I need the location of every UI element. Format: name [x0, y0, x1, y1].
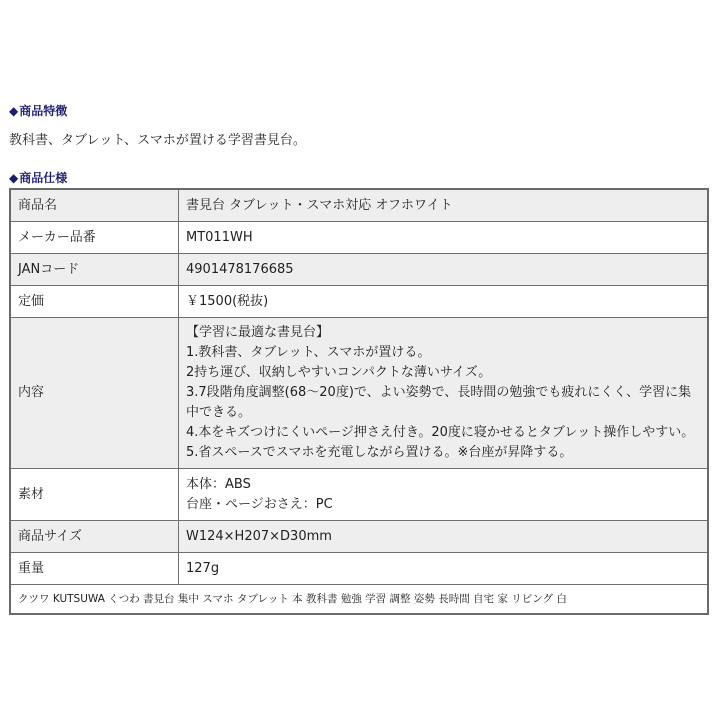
table-row-keywords — [10, 585, 708, 615]
row-label: JANコード — [10, 254, 179, 286]
keywords-text: クツワ KUTSUWA くつわ 書見台 集中 スマホ タブレット 本 教科書 勉強 学習 調整 姿勢 長時間 自宅 家 リビング 白 — [10, 585, 708, 615]
row-label: 内容 — [10, 318, 179, 469]
content-line: 5.省スペースでスマホを充電しながら置ける。※台座が昇降する。 — [186, 445, 573, 460]
row-value — [179, 318, 709, 469]
specs-heading-text: 商品仕様 — [19, 171, 68, 185]
row-value: 4901478176685 — [179, 254, 709, 286]
table-row-weight — [10, 553, 708, 585]
row-value: 書見台 タブレット・スマホ対応 オフホワイト — [179, 189, 709, 222]
material-line: 台座・ページおさえ：PC — [186, 496, 333, 512]
table-row-model-number — [10, 222, 708, 254]
material-line: 本体：ABS — [186, 476, 251, 492]
row-value — [179, 469, 709, 521]
table-row-price — [10, 286, 708, 318]
content-line: 4.本をキズつけにくいページ押さえ付き。20度に寝かせるとタブレット操作しやすい。 — [186, 425, 695, 440]
features-description: 教科書、タブレット、スマホが置ける学習書見台。 — [9, 133, 306, 148]
table-row-size — [10, 521, 708, 553]
content-line: 中できる。 — [186, 405, 252, 420]
row-value: 127g — [179, 553, 709, 585]
content-line: 3.7段階角度調整(68～20度)で、よい姿勢で、長時間の勉強でも疲れにくく、学習に集 — [186, 385, 692, 400]
table-row-jan-code — [10, 254, 708, 286]
row-value: W124×H207×D30mm — [179, 521, 709, 553]
row-label: 定価 — [10, 286, 179, 318]
spec-table — [9, 188, 709, 615]
diamond-bullet-icon: ◆ — [9, 171, 19, 185]
specs-heading — [9, 169, 67, 186]
row-label: 商品名 — [10, 189, 179, 222]
row-value: MT011WH — [179, 222, 709, 254]
content-line: 2持ち運び、収納しやすいコンパクトな薄いサイズ。 — [186, 365, 492, 380]
row-label: 商品サイズ — [10, 521, 179, 553]
table-row-product-name — [10, 189, 708, 222]
content-line: 【学習に最適な書見台】 — [186, 325, 330, 340]
features-heading-text: 商品特徴 — [19, 104, 68, 118]
table-row-contents — [10, 318, 708, 469]
diamond-bullet-icon: ◆ — [9, 104, 19, 118]
row-label: 重量 — [10, 553, 179, 585]
table-row-material — [10, 469, 708, 521]
row-label: 素材 — [10, 469, 179, 521]
row-value: ￥1500(税抜) — [179, 286, 709, 318]
content-line: 1.教科書、タブレット、スマホが置ける。 — [186, 345, 431, 360]
row-label: メーカー品番 — [10, 222, 179, 254]
features-heading — [9, 102, 67, 119]
